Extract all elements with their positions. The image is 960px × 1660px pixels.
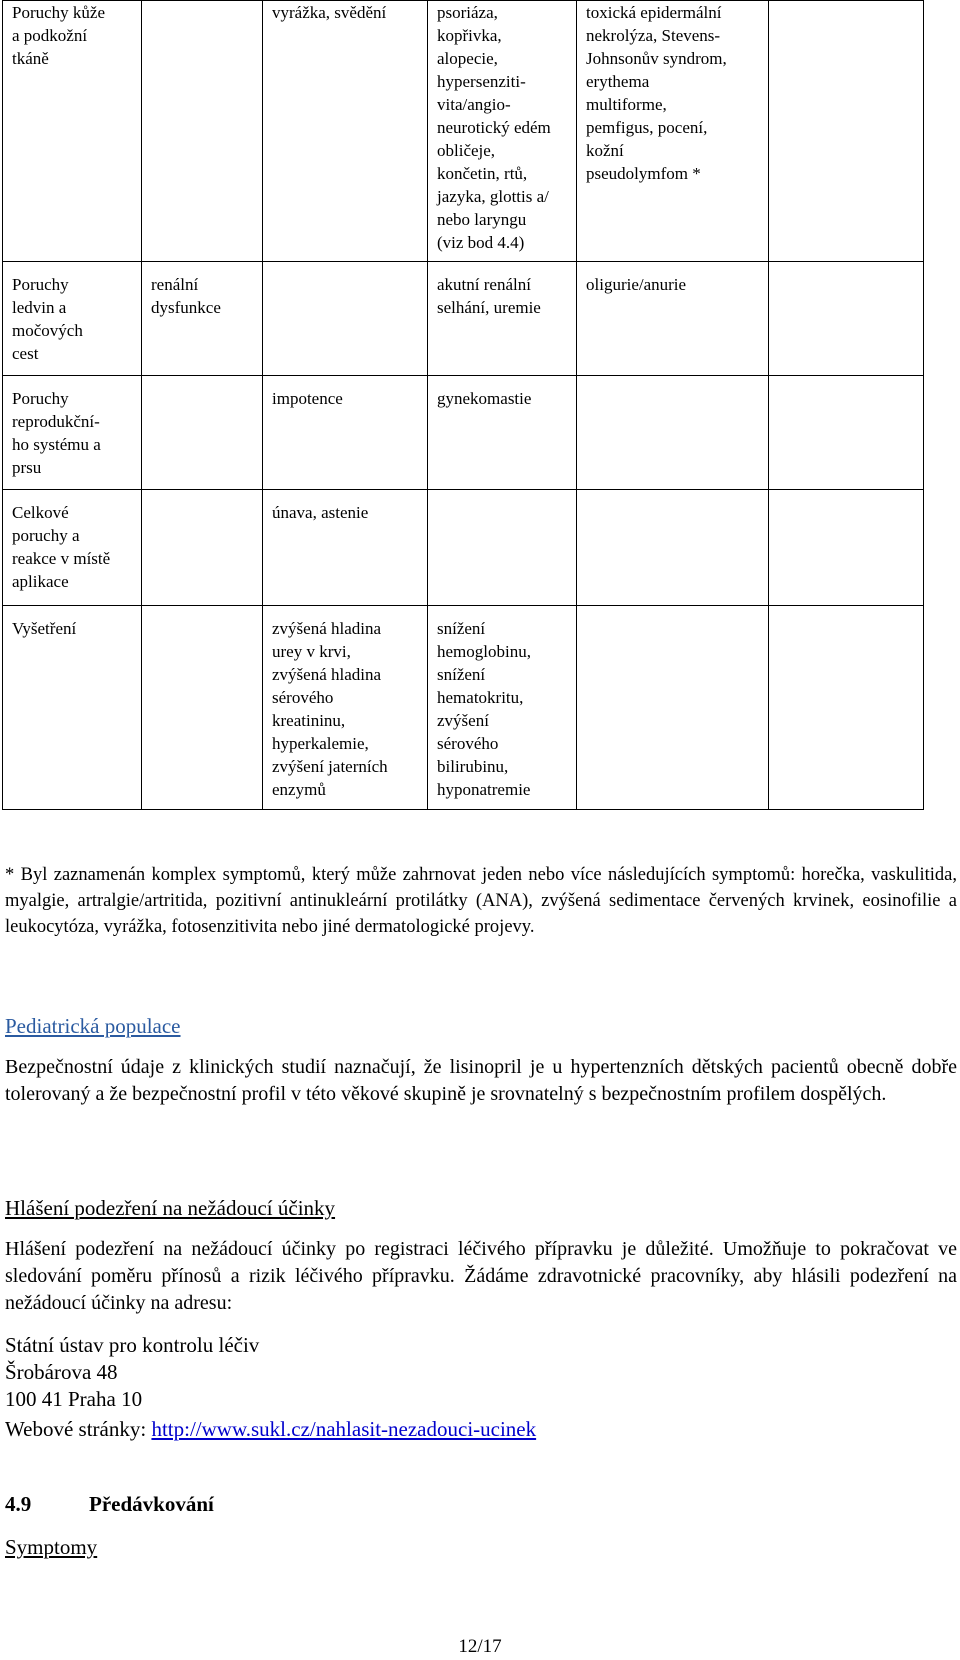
pediatric-text-block	[5, 1054, 957, 1108]
table-cell: toxická epidermální nekrolýza, Stevens- Johnsonův syndrom, erythema multiforme, pemfigus, pocení, kožní pseudolymfom *	[577, 1, 769, 262]
table-cell: zvýšená hladina urey v krvi, zvýšená hladina sérového kreatininu, hyperkalemie, zvýšení jaterních enzymů	[263, 606, 428, 810]
table-cell: akutní renální selhání, uremie	[428, 262, 577, 376]
organ-class-cell: Poruchy reprodukční- ho systému a prsu	[3, 376, 142, 490]
address-line: 100 41 Praha 10	[5, 1387, 143, 1411]
address-block	[5, 1332, 957, 1443]
organ-class-cell: Celkové poruchy a reakce v místě aplikace	[3, 490, 142, 606]
table-row	[3, 262, 924, 376]
table-cell	[263, 262, 428, 376]
table-cell	[577, 606, 769, 810]
section-title: Předávkování	[89, 1492, 214, 1516]
pediatric-text: Bezpečnostní údaje z klinických studií naznačují, že lisinopril je u hypertenzních dětských pacientů obecně dobře tolerovaný a že bezpečnostní profil v této věkové skupině je srovnatelný s bezpečnostním profilem dospělých.	[5, 1056, 957, 1105]
address-line: Šrobárova 48	[5, 1360, 118, 1384]
reporting-text-block	[5, 1236, 957, 1317]
section-heading	[5, 1492, 957, 1517]
footnote-block	[5, 862, 957, 940]
subheading-block	[5, 1535, 957, 1560]
reporting-heading: Hlášení podezření na nežádoucí účinky	[5, 1196, 336, 1220]
organ-class-cell: Vyšetření	[3, 606, 142, 810]
address-line: Státní ústav pro kontrolu léčiv	[5, 1333, 260, 1357]
table-cell: gynekomastie	[428, 376, 577, 490]
table-cell	[769, 490, 924, 606]
table-row	[3, 1, 924, 262]
organ-class-cell: Poruchy kůže a podkožní tkáně	[3, 1, 142, 262]
table-row	[3, 606, 924, 810]
table-cell	[577, 376, 769, 490]
organ-class-cell: Poruchy ledvin a močových cest	[3, 262, 142, 376]
reporting-section	[5, 1196, 957, 1221]
pediatric-heading: Pediatrická populace	[5, 1014, 181, 1038]
table-cell	[142, 376, 263, 490]
table-cell	[769, 606, 924, 810]
table-row	[3, 490, 924, 606]
table-row	[3, 376, 924, 490]
table-cell: impotence	[263, 376, 428, 490]
table-cell: únava, astenie	[263, 490, 428, 606]
table-cell: renální dysfunkce	[142, 262, 263, 376]
table-cell	[428, 490, 577, 606]
section-number: 4.9	[5, 1492, 32, 1516]
table-cell	[769, 376, 924, 490]
website-link[interactable]: http://www.sukl.cz/nahlasit-nezadouci-ucinek	[151, 1417, 537, 1441]
table-cell: psoriáza, kopřivka, alopecie, hypersenziti- vita/angio- neurotický edém obličeje, končetin, rtů, jazyka, glottis a/ nebo laryngu (viz bod 4.4)	[428, 1, 577, 262]
table-cell	[769, 262, 924, 376]
table-cell	[142, 490, 263, 606]
table-cell: vyrážka, svědění	[263, 1, 428, 262]
footnote-text: * Byl zaznamenán komplex symptomů, který může zahrnovat jeden nebo více následujících symptomů: horečka, vaskulitida, myalgie, artralgie/artritida, pozitivní antinukleární protilátky (ANA), zvýšená sedimentace červených krvinek, eosinofilie a leukocytóza, vyrážka, fotosenzitivita nebo jiné dermatologické projevy.	[5, 865, 957, 937]
table-cell: oligurie/anurie	[577, 262, 769, 376]
table-cell	[142, 1, 263, 262]
page-number: 12/17	[458, 1636, 502, 1657]
reporting-text: Hlášení podezření na nežádoucí účinky po registraci léčivého přípravku je důležité. Umožňuje to pokračovat ve sledování poměru přínosů a rizik léčivého přípravku. Žádáme zdravotnické pracovníky, aby hlásili podezření na nežádoucí účinky na adresu:	[5, 1238, 957, 1314]
table-cell	[577, 490, 769, 606]
pediatric-section	[5, 1014, 957, 1039]
table-cell	[142, 606, 263, 810]
table-cell	[769, 1, 924, 262]
website-label: Webové stránky:	[5, 1417, 152, 1441]
adverse-effects-table	[2, 0, 924, 810]
table-cell: snížení hemoglobinu, snížení hematokritu, zvýšení sérového bilirubinu, hyponatremie	[428, 606, 577, 810]
symptoms-subheading: Symptomy	[5, 1535, 98, 1559]
website-line	[5, 1416, 957, 1443]
